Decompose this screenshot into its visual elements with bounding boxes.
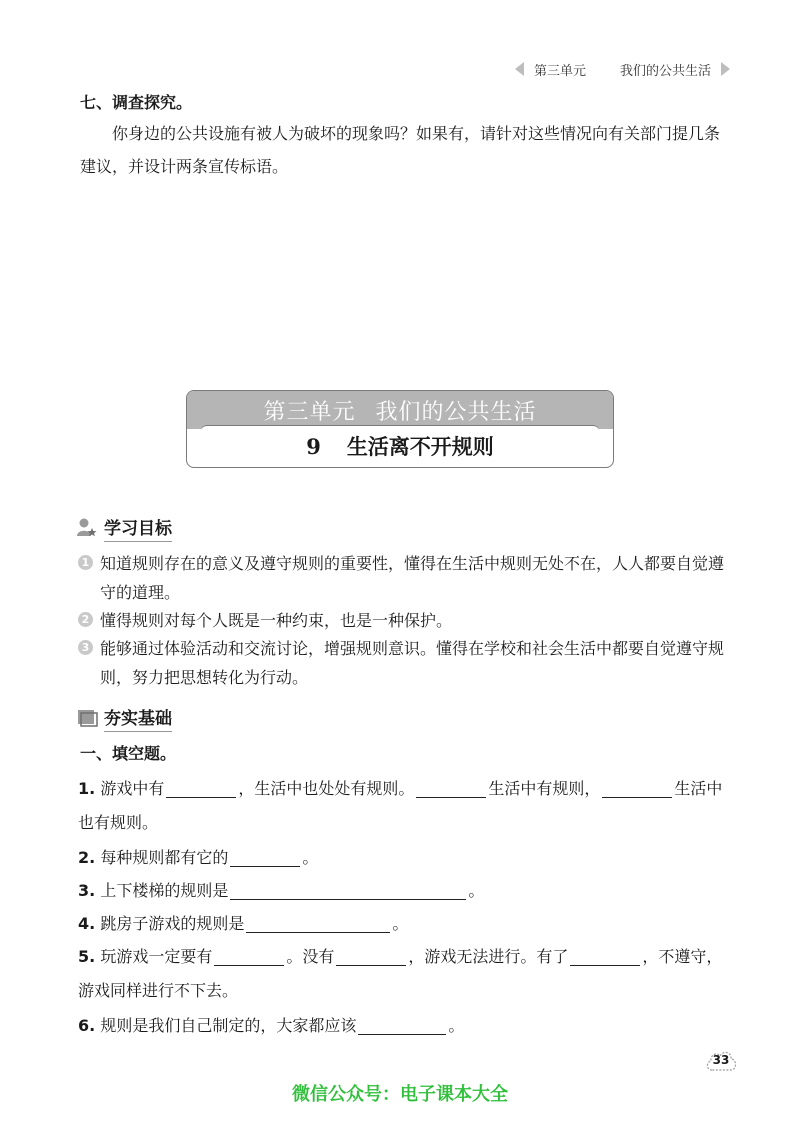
goal-number: 1: [78, 555, 93, 570]
question-4: [78, 907, 738, 941]
answer-blank[interactable]: [602, 779, 672, 798]
person-star-icon: [76, 517, 98, 539]
lesson-title: 生活离不开规则: [346, 434, 494, 459]
goal-number: 2: [78, 612, 93, 627]
question-text: ，游戏无法进行。有了: [408, 947, 569, 966]
basics-heading: [76, 704, 172, 732]
question-text: 上下楼梯的规则是: [100, 881, 229, 900]
basics-heading-label: 夯实基础: [104, 704, 172, 732]
banner-unit: 第三单元: [263, 399, 356, 425]
question-text: 。: [468, 881, 485, 900]
running-header-title: 我们的公共生活: [619, 63, 711, 79]
question-text: 玩游戏一定要有: [100, 947, 213, 966]
answer-blank[interactable]: [246, 914, 390, 933]
question-text: 。: [448, 1016, 465, 1035]
unit-banner: [186, 390, 614, 468]
lesson-number: 9: [306, 433, 321, 459]
goal-number: 3: [78, 640, 93, 655]
watermark: 微信公众号：电子课本大全: [292, 1084, 508, 1105]
lesson-title-bar: [201, 425, 599, 466]
question-3: [78, 874, 738, 908]
answer-blank[interactable]: [166, 779, 236, 798]
question-text: ，生活中也处处有规则。: [238, 779, 415, 798]
goal-text: 知道规则存在的意义及遵守规则的重要性，懂得在生活中规则无处不在，人人都要自觉遵守的道理。: [100, 554, 725, 602]
goal-item: [78, 634, 738, 692]
right-triangle-icon: [721, 62, 730, 76]
section-7-title: 七、调查探究。: [80, 93, 193, 112]
question-text: 。没有: [286, 947, 335, 966]
answer-blank[interactable]: [230, 881, 466, 900]
goal-item: [78, 549, 738, 607]
question-text: ，不遵守，游戏同样进行不下去。: [78, 947, 723, 1000]
running-header-unit: 第三单元: [533, 63, 586, 79]
question-text: 。: [392, 914, 409, 933]
unit-banner-top: [187, 391, 613, 429]
book-icon: [76, 708, 98, 728]
question-number: 2.: [78, 848, 96, 867]
banner-unit-title: 我们的公共生活: [375, 399, 537, 425]
question-5: [78, 940, 738, 1008]
answer-blank[interactable]: [336, 947, 406, 966]
fill-in-section-title: 一、填空题。: [80, 744, 177, 763]
question-6: [78, 1009, 738, 1043]
answer-blank[interactable]: [416, 779, 486, 798]
question-number: 3.: [78, 881, 96, 900]
question-number: 4.: [78, 914, 96, 933]
answer-blank[interactable]: [230, 848, 300, 867]
question-text: 。: [302, 848, 319, 867]
goal-item: [78, 606, 738, 635]
question-text: 生活中有规则，: [488, 779, 601, 798]
goal-text: 能够通过体验活动和交流讨论，增强规则意识。懂得在学校和社会生活中都要自觉遵守规则，努力把思想转化为行动。: [100, 639, 725, 687]
question-number: 6.: [78, 1016, 96, 1035]
answer-blank[interactable]: [214, 947, 284, 966]
question-text: 生活中也有规则。: [78, 779, 723, 832]
question-text: 规则是我们自己制定的，大家都应该: [100, 1016, 357, 1035]
goals-heading: [76, 514, 172, 542]
answer-blank[interactable]: [358, 1016, 446, 1035]
goal-text: 懂得规则对每个人既是一种约束，也是一种保护。: [100, 611, 453, 630]
left-triangle-icon: [515, 62, 524, 76]
question-2: [78, 841, 738, 875]
question-number: 5.: [78, 947, 96, 966]
question-text: 游戏中有: [100, 779, 165, 798]
question-number: 1.: [78, 779, 96, 798]
answer-blank[interactable]: [570, 947, 640, 966]
question-text: 跳房子游戏的规则是: [100, 914, 245, 933]
question-1: [78, 772, 738, 840]
goals-heading-label: 学习目标: [104, 514, 172, 542]
running-header: [515, 58, 730, 80]
page-number-badge: [704, 1048, 738, 1074]
question-text: 每种规则都有它的: [100, 848, 229, 867]
page-number: 33: [712, 1053, 730, 1067]
section-7-body: 你身边的公共设施有被人为破坏的现象吗？如果有，请针对这些情况向有关部门提几条建议，并设计两条宣传标语。: [80, 124, 721, 176]
